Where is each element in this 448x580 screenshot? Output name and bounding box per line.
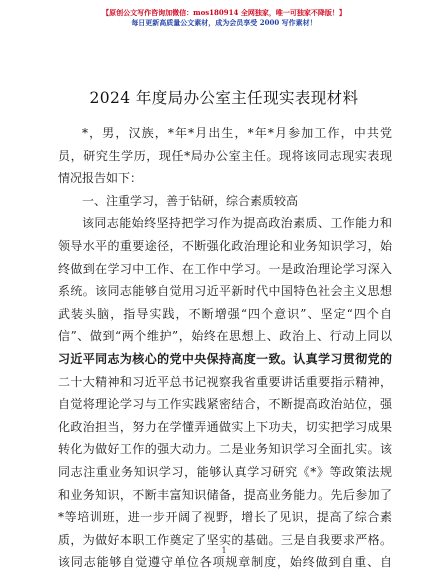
text-line — [58, 258, 392, 281]
text-line — [58, 303, 392, 326]
text-run: 自觉将理论学习与工作实践紧密结合，不断提高政治站位，强 — [58, 397, 392, 412]
text-run: *等培训班，进一步开阔了视野，增长了见识，提高了综合素 — [58, 510, 392, 525]
document-body — [58, 122, 392, 574]
promo-banner-blue: 每日更新高质量公文素材，成为会员享受 2000 写作素材！ — [131, 18, 317, 27]
text-line — [58, 506, 392, 529]
text-line — [58, 212, 392, 235]
text-run: *，男，汉族，*年*月出生，*年*月参加工作，中共党 — [82, 126, 392, 140]
text-run: 转化为做好工作的强大动力。二是业务知识学习全面扎实。该 — [58, 442, 392, 457]
text-run: 情况报告如下： — [58, 171, 143, 186]
text-line — [58, 348, 392, 371]
text-run: 和业务知识，不断丰富知识储备，提高业务能力。先后参加了 — [58, 487, 392, 502]
text-run: 信”、做到“两个维护”，始终在思想上、政治上、行动上同以 — [58, 329, 392, 344]
text-line — [58, 280, 392, 303]
text-line — [58, 416, 392, 439]
promo-banner-red: 【原创公文写作咨询加微信：mos180914 全网独家，唯一可独家不降版！】 — [102, 8, 346, 17]
text-run: 系统。该同志能够自觉用习近平新时代中国特色社会主义思想 — [58, 284, 392, 299]
text-line — [58, 393, 392, 416]
text-line — [58, 484, 392, 507]
document-title: 2024 年度局办公室主任现实表现材料 — [89, 89, 359, 107]
text-line — [58, 325, 392, 348]
text-line — [58, 438, 392, 461]
text-run: 该同志能始终坚持把学习作为提高政治素质、工作能力和 — [82, 216, 392, 231]
text-line — [58, 167, 392, 190]
text-line — [58, 145, 392, 168]
paragraph-1 — [58, 212, 392, 574]
section-heading-1: 一、注重学习，善于钻研，综合素质较高 — [82, 193, 299, 208]
text-line — [58, 235, 392, 258]
text-run: 终做到在学习中工作、在工作中学习。一是政治理论学习深入 — [58, 261, 392, 276]
text-run: 领导水平的重要途径，不断强化政治理论和业务知识学习，始 — [58, 238, 392, 253]
text-run: 该同志能够自觉遵守单位各项规章制度，始终做到自重、自 — [58, 555, 392, 570]
page-number: 1 — [221, 546, 227, 555]
text-run: 化政治担当，努力在学懂弄通做实上下功夫，切实把学习成果 — [58, 419, 392, 434]
text-run: 武装头脑，指导实践，不断增强“四个意识”、坚定“四个自 — [58, 306, 392, 321]
text-line — [58, 461, 392, 484]
text-run: 习近平同志为核心的党中央保持高度一致。认真学习贯彻党的 — [58, 351, 392, 366]
text-line — [58, 371, 392, 394]
intro-paragraph — [58, 122, 392, 190]
text-run: 员，研究生学历，现任*局办公室主任。现将该同志现实表现 — [58, 148, 392, 163]
text-run: 二十大精神和习近平总书记视察我省重要讲话重要指示精神， — [58, 374, 392, 389]
text-run: 质，为做好本职工作奠定了坚实的基础。三是自我要求严格。 — [58, 532, 392, 547]
text-run: 同志注重业务知识学习，能够认真学习研究《*》等政策法规 — [58, 464, 392, 479]
text-line — [58, 122, 392, 145]
